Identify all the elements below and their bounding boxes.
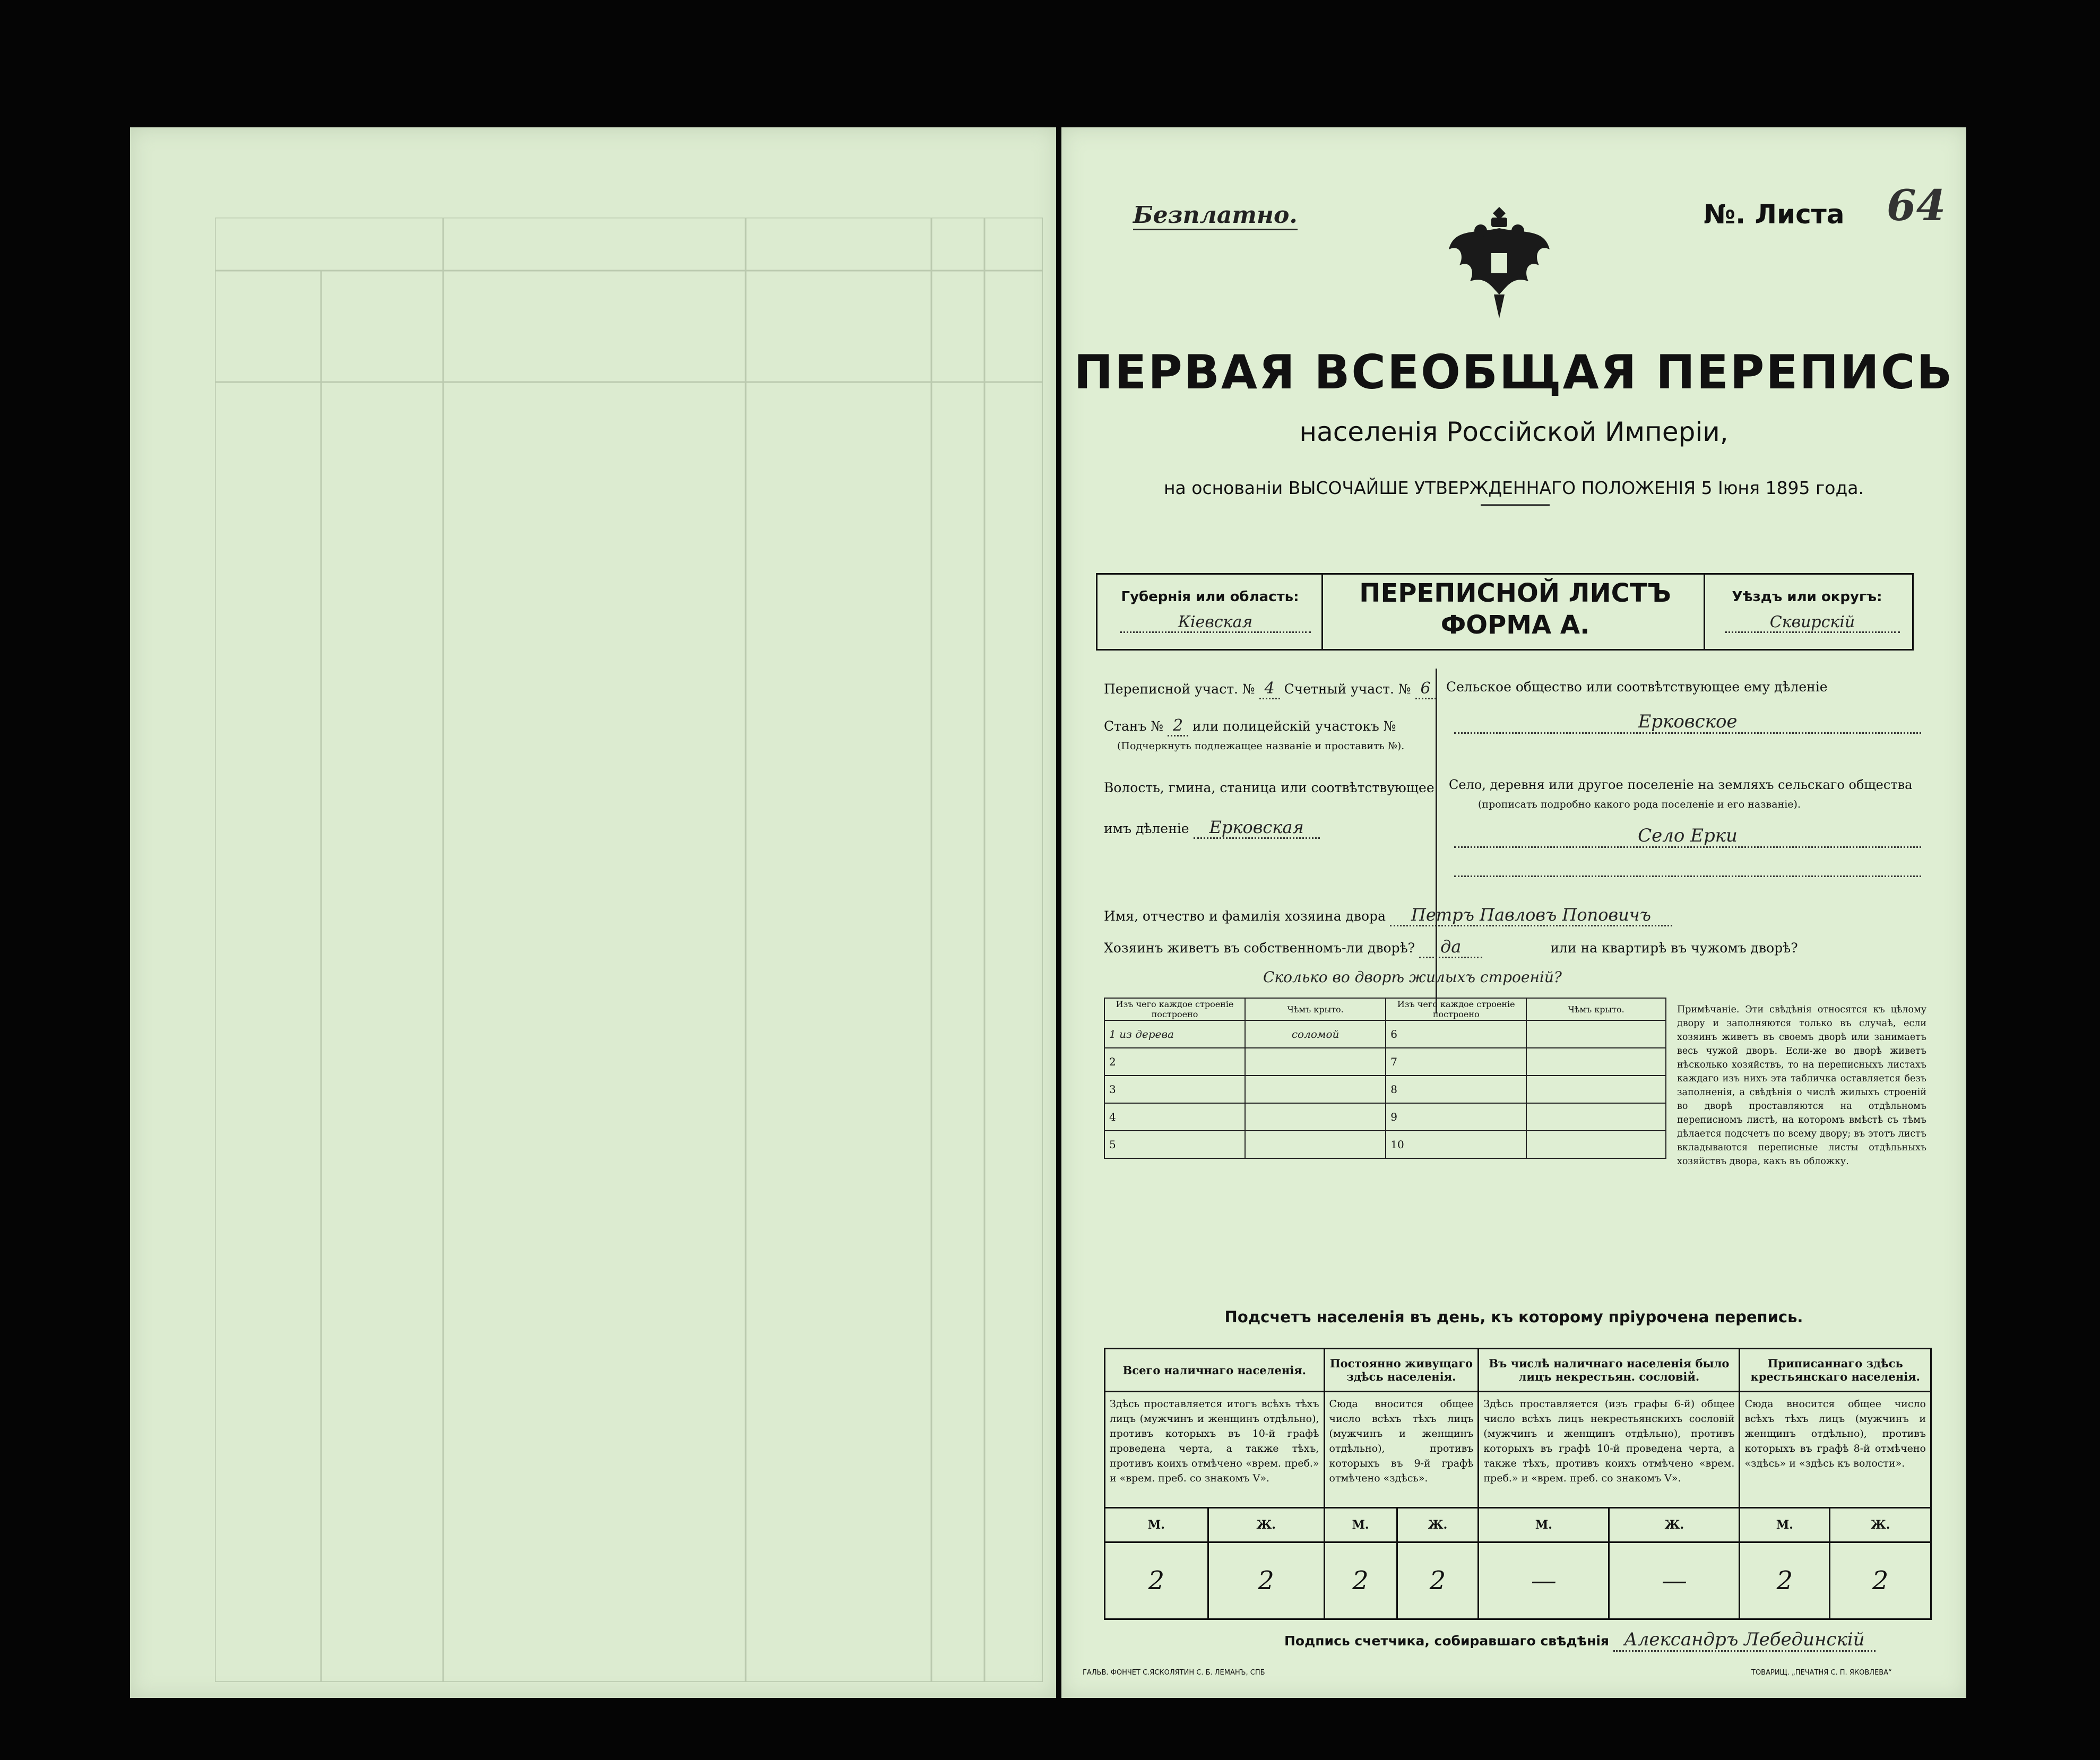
total-female: 2 (1208, 1542, 1324, 1619)
table-row: 4 9 (1104, 1103, 1666, 1131)
page-subtitle: населенія Россійской Имперіи, (1299, 417, 1729, 447)
stan-row: Станъ № 2 или полицейскій участокъ № (1104, 716, 1396, 735)
free-label: Безплатно. (1133, 202, 1298, 230)
table-row: 2 7 (1104, 1048, 1666, 1076)
buildings-table: Изъ чего каждое строеніе построено Чѣмъ крыто. Изъ чего каждое строеніе построено Чѣмъ крыто. 1 из дерева соломой 6 2 7 3 8 4 9 5 10 (1104, 998, 1666, 1159)
form-subtitle: ФОРМА А. (1440, 610, 1590, 640)
signature-value: Александръ Лебединскій (1613, 1629, 1876, 1652)
left-page-back (130, 127, 1056, 1698)
population-table: Всего наличнаго населенія. Постоянно живущаго здѣсь населенія. Въ числѣ наличнаго населенія было лицъ некрестьян. сословій. Приписаннаго здѣсь крестьянскаго населенія. Здѣсь проставляется итогъ всѣхъ тѣхъ лицъ (мужчинъ и женщинъ отдѣльно), противъ которыхъ въ 10-й графѣ проведена черта, а также тѣхъ, противъ коихъ отмѣчено «врем. преб.» и «врем. преб. со знакомъ V». Сюда вносится общее число всѣхъ тѣхъ лицъ (мужчинъ и женщинъ отдѣльно), противъ которыхъ въ 9-й графѣ отмѣчено «здѣсь». Здѣсь проставляется (изъ графы 6-й) общее число всѣхъ лицъ некрестьянскихъ сословій (мужчинъ и женщинъ отдѣльно), противъ которыхъ въ графѣ 10-й проведена черта, а также тѣхъ, противъ коихъ отмѣчено «врем. преб.» и «врем. преб. со знакомъ V». Сюда вносится общее число всѣхъ тѣхъ лицъ (мужчинъ и женщинъ отдѣльно), противъ которыхъ въ графѣ 8-й отмѣчено «здѣсь» и «здѣсь къ волости». М. Ж. М. Ж. М. Ж. М. Ж. 2 2 2 2 — — 2 2 (1104, 1348, 1932, 1620)
imperial-eagle-icon (1444, 202, 1555, 324)
census-section-row: Переписной участ. № 4 Счетный участ. № 6 (1104, 679, 1436, 698)
sheet-number-handwritten: 64 (1887, 180, 1946, 230)
census-sheet-front (1061, 127, 1966, 1698)
society-label: Сельское общество или соотвѣтствующее ему дѣленіе (1446, 679, 1828, 695)
society-value: Ерковское (1454, 711, 1921, 734)
table-row: 1 из дерева соломой 6 (1104, 1020, 1666, 1048)
bleed-through-grid (215, 218, 1043, 1682)
district-label: Уѣздъ или округъ: (1732, 589, 1882, 605)
village-label: Село, деревня или другое поселеніе на земляхъ сельскаго общества (1449, 777, 1913, 792)
resident-male: 2 (1324, 1542, 1397, 1619)
table-row: 3 8 (1104, 1076, 1666, 1103)
signature-row: Подпись счетчика, собиравшаго свѣдѣнія Александръ Лебединскій (1284, 1629, 1876, 1650)
legal-basis: на основаніи ВЫСОЧАЙШЕ УТВЕРЖДЕННАГО ПОЛОЖЕНІЯ 5 Іюня 1895 года. (1163, 478, 1864, 498)
population-title: Подсчетъ населенія въ день, къ которому пріурочена перепись. (1224, 1308, 1803, 1326)
ornament-divider (1481, 504, 1550, 508)
form-title: ПЕРЕПИСНОЙ ЛИСТЪ (1359, 578, 1671, 608)
non-peasant-female: — (1609, 1542, 1740, 1619)
village-note: (прописать подробно какого рода поселеніе и его названіе). (1478, 799, 1801, 810)
buildings-note: Примѣчаніе. Эти свѣдѣнія относятся къ цѣлому двору и заполняются только въ случаѣ, если хозяинъ живетъ въ своемъ дворѣ или занимаетъ весь чужой дворъ. Если-же во дворѣ живетъ нѣсколько хозяйствъ, то на переписныхъ листахъ каждаго изъ нихъ эта табличка оставляется безъ заполненія, а свѣдѣнія о числѣ жилыхъ строеній во дворѣ проставляются на отдѣльномъ переписномъ листѣ, на которомъ вмѣстѣ съ тѣмъ дѣлается подсчетъ по всему двору; въ этотъ листъ вкладываются переписные листы отдѣльныхъ хозяйствъ двора, какъ въ обложку. (1677, 1004, 1926, 1167)
stan-note: (Подчеркнуть подлежащее названіе и проставить №). (1117, 740, 1405, 752)
owner-value: Петръ Павловъ Поповичъ (1390, 905, 1672, 926)
total-male: 2 (1105, 1542, 1208, 1619)
province-value: Кіевская (1120, 613, 1311, 633)
district-value: Сквирскій (1725, 613, 1900, 633)
sheet-number-label: №. Листа (1704, 199, 1845, 230)
resident-female: 2 (1397, 1542, 1479, 1619)
volost-label: Волость, гмина, станица или соотвѣтствующее (1104, 780, 1434, 795)
owner-row: Имя, отчество и фамилія хозяина двора Петръ Павловъ Поповичъ (1104, 905, 1672, 925)
registered-male: 2 (1740, 1542, 1830, 1619)
registered-female: 2 (1830, 1542, 1931, 1619)
page-title: ПЕРВАЯ ВСЕОБЩАЯ ПЕРЕПИСЬ (1074, 345, 1954, 400)
printer-right: ТОВАРИЩ. „ПЕЧАТНЯ С. П. ЯКОВЛЕВА“ (1751, 1669, 1892, 1677)
province-label: Губернія или область: (1121, 589, 1299, 605)
volost-row: имъ дѣленіе Ерковская (1104, 817, 1320, 837)
non-peasant-male: — (1479, 1542, 1609, 1619)
table-row: 5 10 (1104, 1131, 1666, 1158)
village-value: Село Ерки (1454, 825, 1921, 848)
own-house-row: Хозяинъ живетъ въ собственномъ-ли дворѣ? да или на квартирѣ въ чужомъ дворѣ? (1104, 937, 1798, 957)
volost-value: Ерковская (1194, 817, 1320, 839)
printer-left: ГАЛЬВ. ФОНЧЕТ С.ЯСКОЛЯТИН С. Б. ЛЕМАНЪ, СПБ (1083, 1669, 1265, 1677)
buildings-question: Сколько во дворѣ жилыхъ строеній? (1263, 968, 1562, 986)
